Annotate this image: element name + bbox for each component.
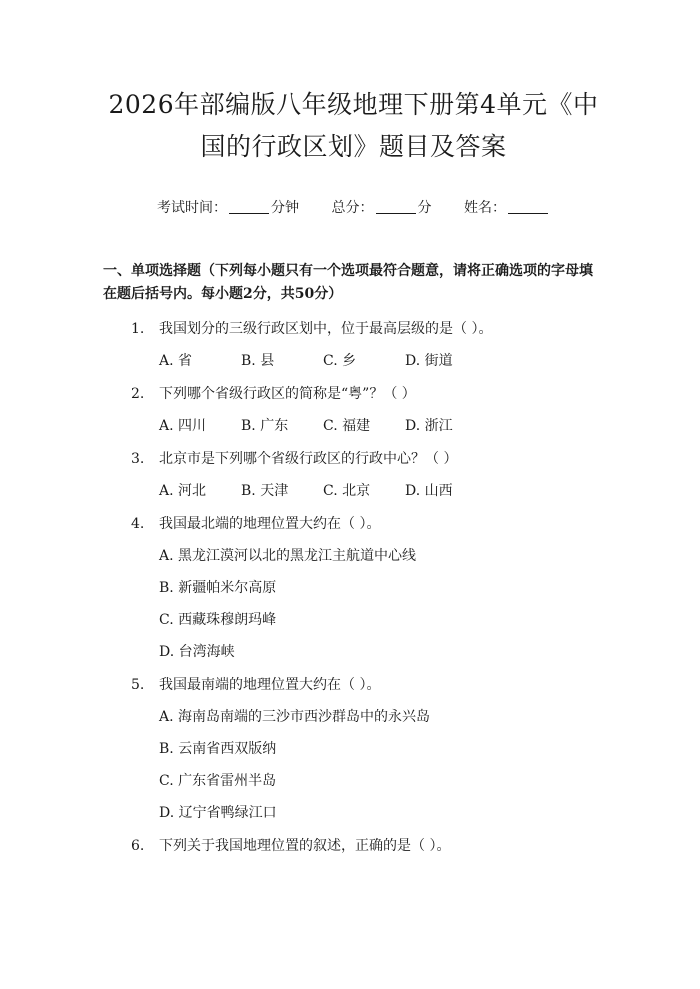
option-c: C. 北京 (323, 483, 371, 499)
question-number: 4. (131, 516, 145, 532)
option-c: C. 福建 (323, 418, 371, 434)
option-b: B. 云南省西双版纳 (159, 741, 277, 757)
exam-meta (103, 198, 604, 218)
exam-time-label: 考试时间： (157, 200, 228, 216)
question-6 (103, 836, 604, 856)
question-number: 6. (131, 838, 145, 854)
option-a: A. 河北 (159, 483, 207, 499)
question-1 (103, 319, 604, 339)
option-a: A. 四川 (159, 418, 207, 434)
section-heading: 一、单项选择题（下列每小题只有一个选项最符合题意，请将正确选项的字母填在题后括号内。每小题2分，共50分） (103, 263, 593, 302)
question-2 (103, 384, 604, 404)
question-text: 我国划分的三级行政区划中，位于最高层级的是（ ）。 (159, 321, 493, 337)
question-text: 北京市是下列哪个省级行政区的行政中心？（ ） (159, 451, 458, 467)
question-3-options (103, 481, 604, 501)
question-number: 2. (131, 386, 145, 402)
option-c: C. 乡 (323, 353, 357, 369)
option-c: C. 西藏珠穆朗玛峰 (159, 612, 277, 628)
total-score-blank (376, 199, 416, 214)
student-name-label: 姓名： (463, 200, 506, 216)
total-score-label: 总分： (331, 200, 374, 216)
exam-title: 2026年部编版八年级地理下册第4单元《中国的行政区划》题目及答案 (108, 90, 599, 161)
question-1-options (103, 351, 604, 371)
option-a: A. 省 (159, 353, 193, 369)
question-text: 我国最南端的地理位置大约在（ ）。 (159, 677, 381, 693)
exam-time-unit: 分钟 (271, 200, 300, 216)
option-c: C. 广东省雷州半岛 (159, 773, 277, 789)
question-3 (103, 449, 604, 469)
question-text: 下列哪个省级行政区的简称是“粤”？（ ） (159, 386, 416, 402)
total-score-field (332, 198, 432, 218)
option-a: A. 黑龙江漠河以北的黑龙江主航道中心线 (159, 548, 417, 564)
question-2-options (103, 416, 604, 436)
option-b: B. 广东 (241, 418, 289, 434)
option-a: A. 海南岛南端的三沙市西沙群岛中的永兴岛 (159, 709, 431, 725)
option-d: D. 山西 (405, 483, 453, 499)
question-text: 下列关于我国地理位置的叙述，正确的是（ ）。 (159, 838, 451, 854)
option-d: D. 台湾海峡 (159, 644, 235, 660)
question-number: 3. (131, 451, 145, 467)
option-b: B. 新疆帕米尔高原 (159, 580, 277, 596)
question-5 (103, 675, 604, 695)
option-d: D. 浙江 (405, 418, 453, 434)
option-d: D. 街道 (405, 353, 453, 369)
student-name-blank (508, 199, 548, 214)
option-b: B. 天津 (241, 483, 289, 499)
question-4 (103, 514, 604, 534)
option-b: B. 县 (241, 353, 275, 369)
option-d: D. 辽宁省鸭绿江口 (159, 805, 277, 821)
question-number: 5. (131, 677, 145, 693)
student-name-field (464, 198, 550, 218)
total-score-unit: 分 (417, 200, 432, 216)
question-number: 1. (131, 321, 145, 337)
exam-time-field (157, 198, 299, 218)
question-text: 我国最北端的地理位置大约在（ ）。 (159, 516, 381, 532)
exam-time-blank (229, 199, 269, 214)
exam-page (0, 84, 700, 989)
